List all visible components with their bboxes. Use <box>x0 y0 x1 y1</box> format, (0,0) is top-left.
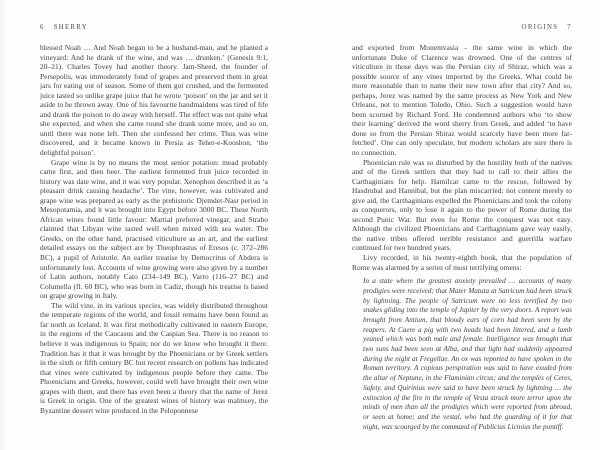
paragraph-left-3: The wild vine, in its various species, was widely distributed throughout the temperate regions of the world, and fossil remains have been found as far north as Iceland. It was first methodically cultivated in eastern Europe, in the regions of the Caucasus and the Caspian Sea. There is no reason to believe it was indigenous to Spain; nor do we know who brought it there. Tradition has it that it was brought by the Phoenicians or by Greek settlers in the sixth or fifth century BC but recent research on pollens has indicated that vines were cultivated by indigenous people before they came. The Phoenicians and Greeks, however, could well have brought their own wine grapes with them, and there has even been a theory that the name of Jerez is Greek in origin. One of the greatest wines of history was malmsey, the Byzantine dessert wine produced in the Peloponnese <box>40 300 268 415</box>
running-head-right <box>352 24 572 31</box>
running-head-title-left: SHERRY <box>53 24 88 31</box>
block-quote-omens: In a state where the greatest anxiety prevailed … accounts of many prodigies were received; that Mater Matuta at Satricum had been struck by lightning. The people of Satricum were no less terrified by two snakes gliding into the temple of Jupiter by the very doors. A report was brought from Antium, that bloody ears of corn had been seen by the reapers. At Caere a pig with two heads had been littered, and a lamb yeaned which was both male and female. Intelligence was brought that two suns had been seen at Alba, and that light had suddenly appeared during the night at Fregellae. An ox was reported to have spoken in the Roman territory. A copious perspiration was said to have exuded from the altar of Neptune, in the Flaminian circus; and the temples of Ceres, Safety, and Quirinius were said to have been struck by lightning … the extinction of the fire in the temple of Vesta struck more terror upon the minds of men than all the prodigies which were reported from abroad, or seen at home; and the vestal, who had the guarding of it for that night, was scourged by the command of Publicius Licinius the pontiff. <box>363 277 572 431</box>
page-number-right: 7 <box>567 24 572 31</box>
paragraph-right-2: Phoenician rule was so disturbed by the hostility both of the natives and of the Greek settlers that they had to call to their allies the Carthaginians for help. Hamilcar came to the rescue, followed by Hasdrubal and Hannibal, but the plan miscarried: not content merely to give aid, the Carthaginians expelled the Phoenicians and took the colony as conquerors, only to lose it again to the power of Rome during the second Punic War. But even for Rome the conquest was not easy. Although the civilized Phoenicians and Carthaginians gave way easily, the native tribes offered terrible resistance and guerrilla warfare continued for two hundred years. <box>352 157 572 253</box>
page-right <box>300 0 600 450</box>
page-left-content <box>40 24 268 415</box>
paragraph-right-1: and exported from Monemvasia – the same wine in which the unfortunate Duke of Clarence was drowned. One of the centres of viticulture in those days was the Persian city of Shiraz, which was a possible source of any vines imported by the Greeks. What could be more reasonable than to name their new town after that city? And so, perhaps, Jerez was named by the same process as New York and New Orleans, not to mention Toledo, Ohio. Such a suggestion would have been scorned by Richard Ford. He condemned authors who ‘to show their learning’ derived the word sherry from Greek, and added ‘to have done so from the Persian Shiraz would scarcely have been more far-fetched’. One can only speculate, but modern scholars are sure there is no connection. <box>352 43 572 158</box>
page-right-content <box>352 24 572 432</box>
running-head-left <box>40 24 268 31</box>
page-number-left: 6 <box>40 24 45 31</box>
running-head-title-right: ORIGINS <box>521 24 559 31</box>
paragraph-left-1: blessed Noah … And Noah began to be a husband-man, and he planted a vineyard: And he drank of the wine, and was … drunken.’ (Genesis 9:1, 20–21). Charles Tovey had another theory. Jam-Sheed, the founder of Persepolis, was immoderately fond of grapes and preserved them in great jars for eating out of season. Some of them got crushed, and the fermented juice tasted so unlike grape juice that he wrote ‘poison’ on the jar and set it aside to be thrown away. One of his favourite handmaidens was tired of life and drank the poison to do away with herself. The effect was not quite what she expected, and when she came round she drank some more, and so on, until there was none left. Then she confessed her crime. Thus was wine discovered, and it became known in Persia as Teher-e-Kooshon, ‘the delightful poison’. <box>40 43 268 158</box>
paragraph-right-3: Livy recorded, in his twenty-eighth book, that the population of Rome was alarmed by a series of most terrifying omens: <box>352 253 572 272</box>
paragraph-left-2: Grape wine is by no means the most senior potation: mead probably came first, and then beer. The earliest fermented fruit juice recorded in history was date wine, and it was very popular. Xenophon described it as ‘a pleasant drink causing headache’. The vine, however, was cultivated and grape wine was prepared as early as the prehistoric Djemdet-Nasr period in Mesopotamia, and it was brought into Egypt before 3000 BC. These North African wines found little favour: Martial preferred vinegar, and Strabo claimed that Libyan wine tasted well when mixed with sea water. The Greeks, on the other hand, practised viticulture as an art, and the earliest detailed essays on the subject are by Theophrastus of Eresos (c. 372–286 BC), a pupil of Aristotle. An earlier treatise by Democritus of Abdera is unfortunately lost. Accounts of wine growing were also given by a number of Latin authors, notably Cato (234–149 BC), Varro (116–27 BC) and Columella (fl. 60 BC), who was born in Cadiz, though his treatise is based on grape growing in Italy. <box>40 157 268 301</box>
